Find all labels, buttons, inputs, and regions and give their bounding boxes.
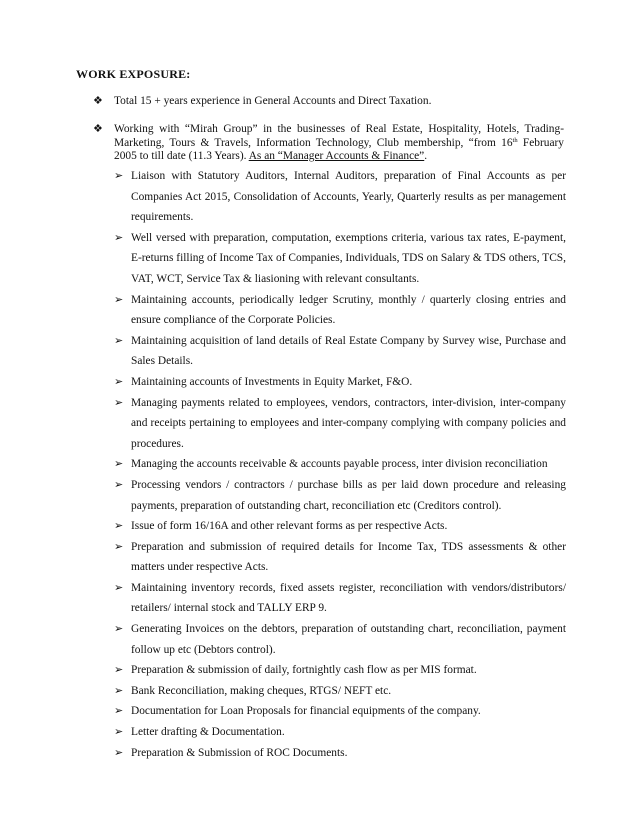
arrow-bullet-icon: ➢	[114, 293, 124, 306]
diamond-bullet-icon: ❖	[93, 123, 103, 135]
arrow-bullet-icon: ➢	[114, 726, 124, 739]
responsibility-list	[114, 166, 566, 763]
top-bullet-text: Working with “Mirah Group” in the businesses of Real Estate, Hospitality, Hotels, Trading-Marketing, Tours & Travels, Information Technology, Club membership, “from 16th February 2005 to till date (11.3 Years). As an “Manager Accounts & Finance”.	[114, 123, 564, 162]
list-item-text: Managing payments related to employees, vendors, contractors, inter-division, inter-company and receipts pertaining to employees and inter-company complying with company policies and procedures.	[131, 396, 566, 450]
arrow-bullet-icon: ➢	[114, 520, 124, 533]
list-item	[114, 681, 566, 702]
list-item	[114, 619, 566, 660]
list-item-text: Generating Invoices on the debtors, preparation of outstanding chart, reconciliation, payment follow up etc (Debtors control).	[131, 623, 566, 656]
list-item	[114, 372, 566, 393]
list-item-text: Letter drafting & Documentation.	[131, 726, 285, 739]
arrow-bullet-icon: ➢	[114, 684, 124, 697]
arrow-bullet-icon: ➢	[114, 540, 124, 553]
section-heading: WORK EXPOSURE:	[76, 67, 191, 81]
arrow-bullet-icon: ➢	[114, 478, 124, 491]
arrow-bullet-icon: ➢	[114, 334, 124, 347]
list-item	[114, 331, 566, 372]
list-item	[114, 660, 566, 681]
list-item	[114, 228, 566, 290]
list-item-text: Issue of form 16/16A and other relevant forms as per respective Acts.	[131, 520, 448, 533]
job-title: As an “Manager Accounts & Finance”	[248, 150, 425, 162]
arrow-bullet-icon: ➢	[114, 705, 124, 718]
top-bullet-text: Total 15 + years experience in General Accounts and Direct Taxation.	[114, 95, 432, 107]
list-item	[114, 393, 566, 455]
list-item-text: Managing the accounts receivable & accounts payable process, inter division reconciliation	[131, 458, 548, 471]
list-item	[114, 475, 566, 516]
list-item-text: Documentation for Loan Proposals for financial equipments of the company.	[131, 705, 481, 718]
arrow-bullet-icon: ➢	[114, 458, 124, 471]
list-item	[114, 537, 566, 578]
list-item-text: Maintaining accounts of Investments in Equity Market, F&O.	[131, 375, 413, 388]
list-item-text: Maintaining acquisition of land details of Real Estate Company by Survey wise, Purchase and Sales Details.	[131, 334, 566, 368]
arrow-bullet-icon: ➢	[114, 375, 124, 388]
list-item	[114, 516, 566, 537]
list-item-text: Preparation & Submission of ROC Documents.	[131, 746, 348, 759]
arrow-bullet-icon: ➢	[114, 664, 124, 677]
list-item	[114, 290, 566, 331]
arrow-bullet-icon: ➢	[114, 231, 124, 244]
list-item-text: Processing vendors / contractors / purchase bills as per laid down procedure and releasing payments, preparation of outstanding chart, reconciliation etc (Creditors control).	[131, 478, 566, 512]
arrow-bullet-icon: ➢	[114, 746, 124, 759]
arrow-bullet-icon: ➢	[114, 170, 124, 182]
list-item-text: Preparation & submission of daily, fortnightly cash flow as per MIS format.	[131, 664, 477, 677]
list-item	[114, 454, 566, 475]
list-item	[114, 578, 566, 619]
list-item-text: Well versed with preparation, computation, exemptions criteria, various tax rates, E-payment, E-returns filling of Income Tax of Companies, Individuals, TDS on Salary & TDS others, TCS, VAT, WCT, Service Tax & liasioning with relevant consultants.	[131, 231, 566, 285]
list-item-text: Preparation and submission of required details for Income Tax, TDS assessments & other matters under respective Acts.	[131, 540, 566, 574]
list-item-text: Maintaining inventory records, fixed assets register, reconciliation with vendors/distributors/ retailers/ internal stock and TALLY ERP 9.	[131, 581, 566, 615]
arrow-bullet-icon: ➢	[114, 581, 124, 594]
diamond-bullet-icon: ❖	[93, 95, 103, 107]
arrow-bullet-icon: ➢	[114, 623, 124, 636]
list-item-text: Bank Reconciliation, making cheques, RTGS/ NEFT etc.	[131, 684, 392, 697]
list-item	[114, 701, 566, 722]
list-item-text: Maintaining accounts, periodically ledger Scrutiny, monthly / quarterly closing entries and ensure compliance of the Corporate Policies.	[131, 293, 566, 327]
arrow-bullet-icon: ➢	[114, 396, 124, 409]
list-item	[114, 722, 566, 743]
list-item-text: Liaison with Statutory Auditors, Internal Auditors, preparation of Final Accounts as per Companies Act 2015, Consolidation of Accounts, Yearly, Quarterly results as per management requirements.	[131, 170, 566, 224]
list-item	[114, 166, 566, 228]
list-item	[114, 743, 566, 764]
